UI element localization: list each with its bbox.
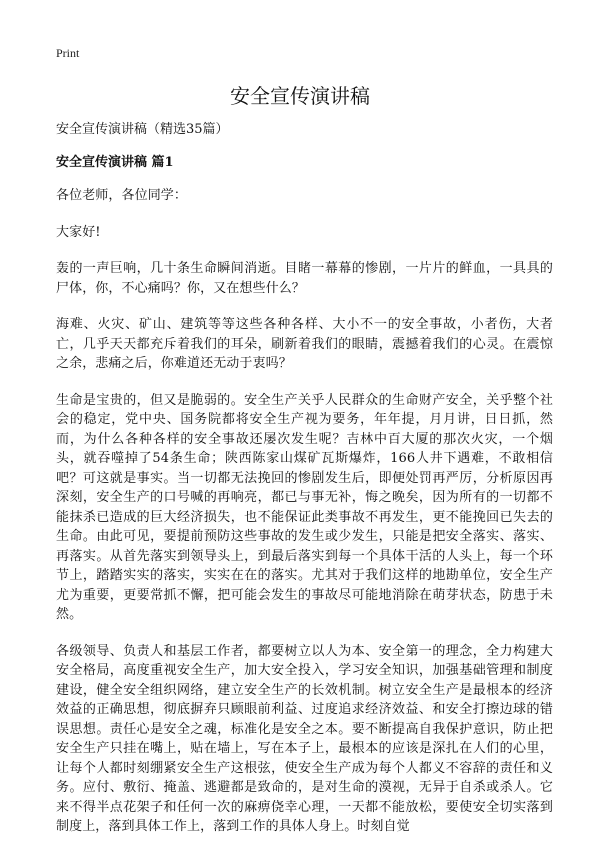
paragraph-greeting: 各位老师，各位同学： [56,188,188,203]
paragraph-1: 轰的一声巨响，几十条生命瞬间消逝。目睹一幕幕的惨剧，一片片的鲜血，一具具的尸体，你，不心痛吗？你，又在想些什么？ [56,261,553,296]
page-title: 安全宣传演讲稿 [230,84,370,108]
paragraph-4: 各级领导、负责人和基层工作者，都要树立以人为本、安全第一的理念，全力构建大安全格局，高度重视安全生产，加大安全投入，学习安全知识，加强基础管理和制度建设，健全安全组织网络，建立安全生产的长效机制。树立安全生产是最根本的经济效益的正确思想，彻底摒弃只顾眼前利益、过度追求经济效益、和安全打擦边球的错误思想。责任心是安全之魂，标准化是安全之本。要不断提高自我保护意识，防止把安全生产只挂在嘴上，贴在墙上，写在本子上，最根本的应该是深扎在人们的心里，让每个人都时刻绷紧安全生产这根弦，使安全生产成为每个人都义不容辞的责任和义务。应付、敷衍、掩盖、逃避都是致命的，是对生命的漠视，无异于自杀或杀人。它来不得半点花架子和任何一次的麻痹侥幸心理，一天都不能放松，要使安全切实落到制度上，落到具体工作上，落到工作的具体人身上。时刻自觉 [56,643,553,834]
paragraph-hello: 大家好! [56,224,101,240]
section-heading: 安全宣传演讲稿 篇1 [56,155,174,170]
paragraph-2: 海难、火灾、矿山、建筑等等这些各种各样、大小不一的安全事故，小者伤，大者亡，几乎天天都充斥着我们的耳朵，刷新着我们的眼睛，震撼着我们的心灵。在震惊之余，悲痛之后，你难道还无动于衷吗？ [56,317,553,371]
document-subtitle: 安全宣传演讲稿（精选35篇） [56,122,229,137]
print-link[interactable]: Print [56,46,80,60]
paragraph-3: 生命是宝贵的，但又是脆弱的。安全生产关乎人民群众的生命财产安全，关乎整个社会的稳定，党中央、国务院都将安全生产视为要务，年年提，月月讲，日日抓，然而，为什么各种各样的安全事故还屡次发生呢？吉林中百大厦的那次火灾，一个烟头，就吞噬掉了54条生命；陕西陈家山煤矿瓦斯爆炸，166人井下遇难，不敢相信吧？可这就是事实。当一切都无法挽回的惨剧发生后，即便处罚再严厉，分析原因再深刻，安全生产的口号喊的再响亮，都已与事无补，悔之晚矣，因为所有的一切都不能抹杀已造成的巨大经济损失，也不能保证此类事故不再发生，更不能挽回已失去的生命。由此可见，要提前预防这些事故的发生或少发生，只能是把安全落实、落实、再落实。从首先落实到领导头上，到最后落实到每一个具体干活的人头上，每一个环节上，踏踏实实的落实，实实在在的落实。尤其对于我们这样的地勘单位，安全生产尤为重要，更要常抓不懈，把可能会发生的事故尽可能地消除在萌芽状态，防患于未然。 [56,392,553,622]
document-body [56,120,553,854]
